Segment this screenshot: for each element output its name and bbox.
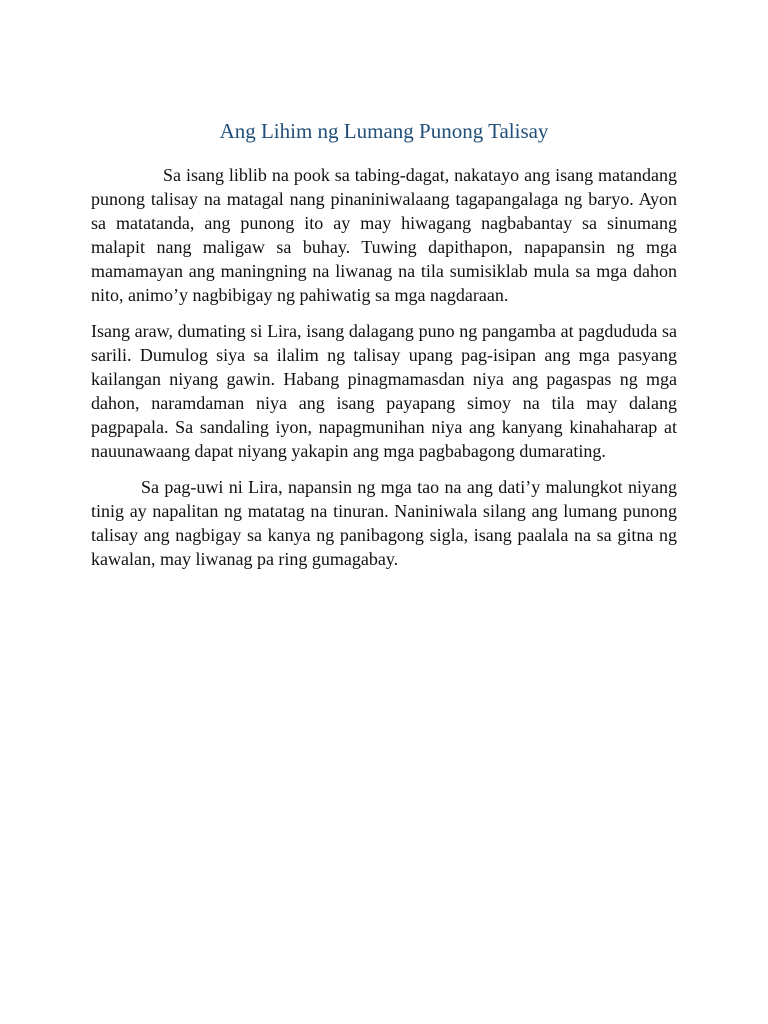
document-body [91,163,677,583]
paragraph-2: Isang araw, dumating si Lira, isang dalagang puno ng pangamba at pagdududa sa sarili. Dumulog siya sa ilalim ng talisay upang pag-isipan ang mga pasyang kailangan niyang gawin. Habang pinagmamasdan niya ang pagaspas ng mga dahon, naramdaman niya ang isang payapang simoy na tila may dalang pagpapala. Sa sandaling iyon, napagmunihan niya ang kanyang kinahaharap at nauunawaang dapat niyang yakapin ang mga pagbabagong dumarating. [91,321,677,461]
paragraph-1: Sa isang liblib na pook sa tabing-dagat, nakatayo ang isang matandang punong talisay na matagal nang pinaniniwalaang tagapangalaga ng baryo. Ayon sa matatanda, ang punong ito ay may hiwagang nagbabantay sa sinumang malapit nang maligaw sa buhay. Tuwing dapithapon, napapansin ng mga mamamayan ang maningning na liwanag na tila sumisiklab mula sa mga dahon nito, animo’y nagbibigay ng pahiwatig sa mga nagdaraan. [91,165,677,305]
document-title: Ang Lihim ng Lumang Punong Talisay [219,119,549,143]
paragraph-3: Sa pag-uwi ni Lira, napansin ng mga tao na ang dati’y malungkot niyang tinig ay napalitan ng matatag na tinuran. Naniniwala silang ang lumang punong talisay ang nagbigay sa kanya ng panibagong sigla, isang paalala na sa gitna ng kawalan, may liwanag pa ring gumagabay. [91,477,677,569]
